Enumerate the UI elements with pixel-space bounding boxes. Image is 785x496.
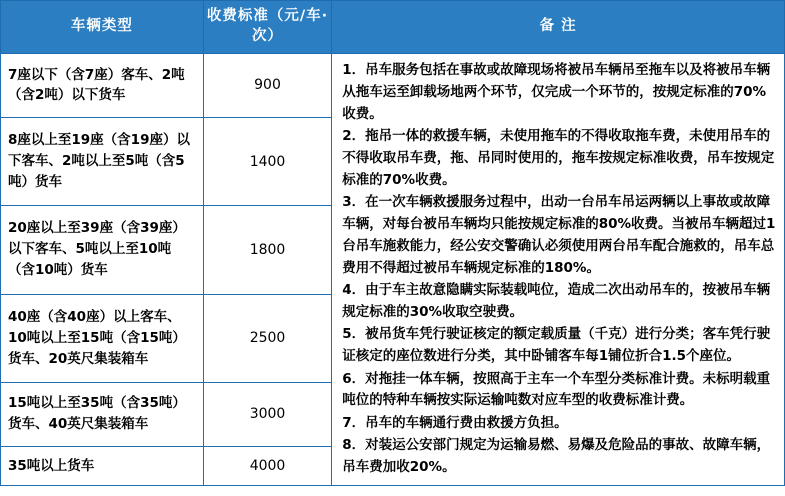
fee-cell: 2500 [203, 294, 331, 382]
vehicle-type-cell: 15吨以上至35吨（含35吨）货车、40英尺集装箱车 [1, 382, 204, 446]
remarks-item: 3．在一次车辆救援服务过程中，出动一台吊车吊运两辆以上事故或故障车辆，对每台被吊车辆均只能按规定标准的80%收费。当被吊车辆超过1台吊车施救能力，经公安交警确认必须使用两台吊车配合施救的，吊车总费用不得超过被吊车辆规定标准的180%。 [342, 194, 776, 276]
vehicle-type-cell: 7座以下（含7座）客车、2吨（含2吨）以下货车 [1, 54, 204, 118]
remarks-list [342, 60, 776, 479]
table-header [1, 1, 785, 54]
remarks-item: 7．吊车的车辆通行费由救援方负担。 [342, 414, 568, 431]
header-vehicle-type: 车辆类型 [1, 1, 204, 54]
remarks-item: 5．被吊货车凭行驶证核定的额定载质量（千克）进行分类；客车凭行驶证核定的座位数进行分类，其中卧铺客车每1铺位折合1.5个座位。 [342, 326, 771, 365]
remarks-item: 2．拖吊一体的救援车辆，未使用拖车的不得收取拖车费，未使用吊车的不得收取吊车费，拖、吊同时使用的，拖车按规定标准收费，吊车按规定标准的70%收费。 [342, 128, 775, 188]
remarks-item: 1．吊车服务包括在事故或故障现场将被吊车辆吊至拖车以及将被吊车辆从拖车运至卸载场地两个环节，仅完成一个环节的，按规定标准的70%收费。 [342, 62, 771, 122]
fee-cell: 900 [203, 54, 331, 118]
vehicle-type-cell: 8座以上至19座（含19座）以下客车、2吨以上至5吨（含5吨）货车 [1, 117, 204, 205]
remarks-item: 4．由于车主故意隐瞒实际装载吨位，造成二次出动吊车的，按被吊车辆规定标准的30%收取空驶费。 [342, 282, 771, 320]
remarks-item: 8．对装运公安部门规定为运输易燃、易爆及危险品的事故、故障车辆，吊车费加收20%。 [342, 437, 771, 475]
remarks-item: 6．对拖挂一体车辆，按照高于主车一个车型分类标准计费。未标明载重吨位的特种车辆按实际运输吨数对应车型的收费标准计费。 [342, 370, 771, 409]
table-header-row [1, 1, 785, 54]
vehicle-type-cell: 35吨以上货车 [1, 446, 204, 486]
header-fee-standard: 收费标准（元/车·次） [203, 1, 331, 54]
table-body [1, 54, 785, 486]
fee-cell: 4000 [203, 446, 331, 486]
remarks-cell [332, 54, 785, 486]
header-remarks: 备 注 [332, 1, 785, 54]
vehicle-type-cell: 40座（含40座）以上客车、10吨以上至15吨（含15吨）货车、20英尺集装箱车 [1, 294, 204, 382]
fee-cell: 1400 [203, 117, 331, 205]
fee-cell: 1800 [203, 206, 331, 294]
fee-cell: 3000 [203, 382, 331, 446]
vehicle-type-cell: 20座以上至39座（含39座）以下客车、5吨以上至10吨（含10吨）货车 [1, 206, 204, 294]
table-row [1, 54, 785, 118]
